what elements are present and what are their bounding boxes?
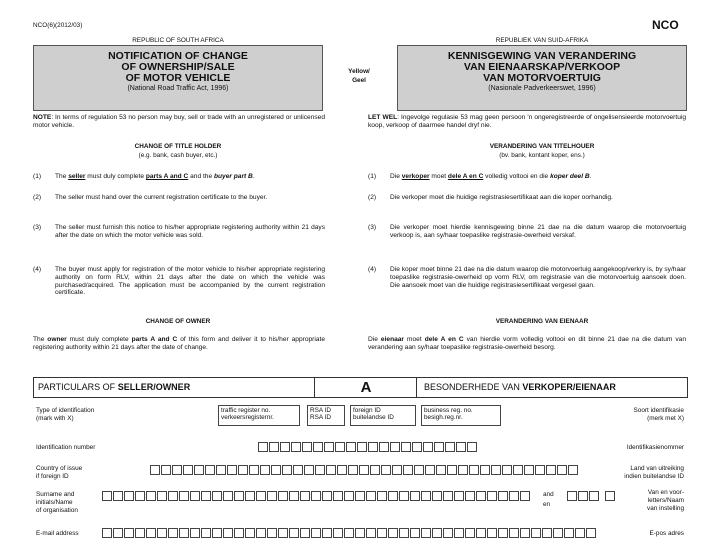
republic-af: REPUBLIEK VAN SUID-AFRIKA xyxy=(495,37,589,44)
section-bar xyxy=(33,377,688,398)
surname-label-en-3: of organisation xyxy=(36,507,78,514)
change-owner-af-b: eienaar xyxy=(380,336,405,343)
title-holder-heading-af: VERANDERING VAN TITELHOUER xyxy=(489,143,595,150)
surname-input[interactable] xyxy=(102,491,531,501)
item-af-1-g: . xyxy=(589,173,592,180)
item-en-1-g: . xyxy=(252,173,255,180)
item-en-4-number: (4) xyxy=(33,266,42,273)
act-af: (Nasionale Padverkeerswet, 1996) xyxy=(488,85,596,92)
item-af-1-d: dele A en C xyxy=(447,173,484,180)
item-af-3: Die verkoper moet hierdie kennisgewing binne 21 dae na die datum waarop die motorvoertuig verkoop is, aan sy/haar toepaslike registrasie-owerheid verskaf. xyxy=(390,224,686,239)
note-af xyxy=(368,114,686,130)
change-owner-en-a: The xyxy=(33,336,48,343)
form-code: NCO(6)(2012/03) xyxy=(33,22,83,29)
id-number-label-en: Identification number xyxy=(36,444,96,451)
section-bar-right-a: BESONDERHEDE VAN xyxy=(424,382,523,392)
section-bar-right xyxy=(424,378,684,397)
item-en-1-e: and the xyxy=(188,173,214,180)
item-en-1-d: parts A and C xyxy=(145,173,189,180)
id-type-rsa-id-label-2: RSA ID xyxy=(310,414,331,422)
section-letter: A xyxy=(360,379,372,396)
note-af-label: LET WEL xyxy=(368,114,398,121)
country-label-en-1: Country of issue xyxy=(36,465,83,472)
id-type-rsa-id-label-1: RSA ID xyxy=(310,407,331,414)
change-owner-text-en xyxy=(33,336,325,352)
id-number-label-af: Identifikasienommer xyxy=(626,444,684,451)
section-bar-divider-1 xyxy=(314,378,315,397)
item-af-3-number: (3) xyxy=(368,224,377,231)
title-box-af xyxy=(397,45,687,111)
id-type-traffic-register-label-2: verkeersregisternr. xyxy=(221,414,274,422)
type-id-label-af-1: Soort identifikasie xyxy=(633,407,684,414)
change-owner-af-d: dele A en C xyxy=(424,336,464,343)
change-owner-af-e: van hierdie vorm volledig voltooi en dit binne 21 dae na die datum van verandering aan sy/haar toepaslike registrasie-owerheid besorg. xyxy=(368,336,687,351)
country-label-af-2: indien buitelandse ID xyxy=(624,473,684,480)
item-af-1-e: volledig voltooi en die xyxy=(483,173,551,180)
item-en-3: The seller must furnish this notice to his/her appropriate registering authority within 21 days after the date on which the motor vehicle was sold. xyxy=(55,224,325,239)
item-en-1-a: The xyxy=(55,173,69,180)
section-bar-left-b: SELLER/OWNER xyxy=(117,382,191,392)
title-holder-sub-af: (bv. bank, kontant koper, ens.) xyxy=(499,152,585,159)
item-en-3-number: (3) xyxy=(33,224,42,231)
note-en-text: : In terms of regulation 53 no person may buy, sell or trade with an unregistered or unlicensed motor vehicle. xyxy=(33,114,325,129)
section-bar-divider-2 xyxy=(416,378,417,397)
change-owner-en-e: of this form and deliver it to his/her appropriate registering authority within 21 days after the date of change. xyxy=(33,336,325,351)
id-number-input[interactable] xyxy=(258,442,478,452)
act-en: (National Road Traffic Act, 1996) xyxy=(127,85,229,92)
item-en-2-number: (2) xyxy=(33,194,42,201)
id-type-business-reg-label-1: business reg. no. xyxy=(424,407,473,414)
item-en-1-c: must duly complete xyxy=(85,173,146,180)
type-id-label-af-2: (merk met X) xyxy=(647,415,684,422)
change-owner-heading-en: CHANGE OF OWNER xyxy=(145,318,211,325)
change-owner-en-b: owner xyxy=(47,336,67,343)
change-owner-en-c: must duly complete xyxy=(66,336,132,343)
item-en-4: The buyer must apply for registration of the motor vehicle to his/her appropriate registering authority on form RLV, within 21 days after the date on which the vehicle was purchased/acquired. The application must be accompanied by the current registration certificate. xyxy=(55,266,325,297)
republic-en: REPUBLIC OF SOUTH AFRICA xyxy=(132,37,224,44)
title-holder-sub-en: (e.g. bank, cash buyer, etc.) xyxy=(138,152,218,159)
section-bar-left xyxy=(38,378,338,397)
item-en-1-b: seller xyxy=(68,173,86,180)
color-label-1: Yellow/ xyxy=(348,68,370,75)
item-en-1-f: buyer part B xyxy=(213,173,253,180)
id-type-foreign-id[interactable] xyxy=(350,405,416,426)
title-holder-heading-en: CHANGE OF TITLE HOLDER xyxy=(134,143,222,150)
initials-input[interactable] xyxy=(567,491,600,501)
note-af-text: : Ingevolge regulasie 53 mag geen persoon 'n ongeregistreerde of ongelisensieerde motorvoertuig koop, verkoop of daarmee handel dryf nie. xyxy=(368,114,686,129)
item-af-1-number: (1) xyxy=(368,173,377,180)
type-id-label-en-1: Type of identification xyxy=(36,407,95,414)
section-bar-right-b: VERKOPER/EIENAAR xyxy=(522,382,616,392)
title-en-3: OF MOTOR VEHICLE xyxy=(125,72,231,84)
item-af-4: Die koper moet binne 21 dae na die datum waarop die motorvoertuig aangekoop/verkry is, by sy/haar toepaslike registrasie-owerheid op vorm RLV, om registrasie van die motorvoertuig aansoek doen. Die aansoek moet van die huidige registrasiesertifikaat vergesel gaan. xyxy=(390,266,686,289)
section-bar-left-a: PARTICULARS OF xyxy=(38,382,118,392)
note-en-label: NOTE xyxy=(33,114,52,121)
title-en-1: NOTIFICATION OF CHANGE xyxy=(108,50,248,62)
item-af-1-b: verkoper xyxy=(401,173,430,180)
title-af-2: VAN EIENAARSKAP/VERKOOP xyxy=(463,61,621,73)
country-input[interactable] xyxy=(150,465,579,475)
color-label-2: Geel xyxy=(352,77,366,84)
country-label-af-1: Land van uitreiking xyxy=(630,465,684,472)
item-af-1-c: moet xyxy=(429,173,448,180)
email-label-en: E-mail address xyxy=(36,530,79,537)
id-type-foreign-id-label-2: buitelandse ID xyxy=(353,414,394,422)
item-af-4-number: (4) xyxy=(368,266,377,273)
item-af-2-number: (2) xyxy=(368,194,377,201)
change-owner-af-a: Die xyxy=(368,336,381,343)
item-af-2: Die verkoper moet die huidige registrasiesertifikaat aan die koper oorhandig. xyxy=(390,194,613,201)
surname-label-af-2: letters/Naam xyxy=(647,497,684,504)
item-af-1-f: koper deel B xyxy=(550,173,590,180)
item-en-1 xyxy=(55,173,325,181)
id-type-traffic-register[interactable] xyxy=(218,405,300,426)
nco-label: NCO xyxy=(652,18,679,32)
change-owner-af-c: moet xyxy=(404,336,425,343)
surname-label-en-1: Surname and xyxy=(36,491,75,498)
item-af-1-a: Die xyxy=(390,173,402,180)
title-en-2: OF OWNERSHIP/SALE xyxy=(121,61,235,73)
change-owner-en-d: parts A and C xyxy=(131,336,178,343)
change-owner-heading-af: VERANDERING VAN EIENAAR xyxy=(495,318,589,325)
id-type-business-reg-label-2: besigh.reg.nr. xyxy=(424,414,463,422)
and-label-2: en xyxy=(543,501,551,508)
change-owner-text-af xyxy=(368,336,686,352)
country-label-en-2: if foreign ID xyxy=(36,473,69,480)
id-type-rsa-id[interactable] xyxy=(307,405,345,426)
title-box-en xyxy=(33,45,323,111)
surname-label-af-1: Van en voor- xyxy=(647,489,684,496)
note-en xyxy=(33,114,325,130)
item-af-1 xyxy=(390,173,686,181)
title-af-3: VAN MOTORVOERTUIG xyxy=(483,72,601,84)
surname-label-en-2: initials/Name xyxy=(36,499,73,506)
type-id-label-en-2: (mark with X) xyxy=(36,415,74,422)
email-input[interactable] xyxy=(102,528,597,538)
id-type-business-reg[interactable] xyxy=(421,405,501,426)
id-type-foreign-id-label-1: foreign ID xyxy=(353,407,381,414)
surname-label-af-3: van instelling xyxy=(647,505,684,512)
email-label-af: E-pos adres xyxy=(649,530,684,537)
and-label-1: and xyxy=(543,491,554,498)
item-en-1-number: (1) xyxy=(33,173,42,180)
item-en-2: The seller must hand over the current registration certificate to the buyer. xyxy=(55,194,268,201)
id-type-traffic-register-label-1: traffic register no. xyxy=(221,407,271,414)
title-af-1: KENNISGEWING VAN VERANDERING xyxy=(447,50,637,62)
